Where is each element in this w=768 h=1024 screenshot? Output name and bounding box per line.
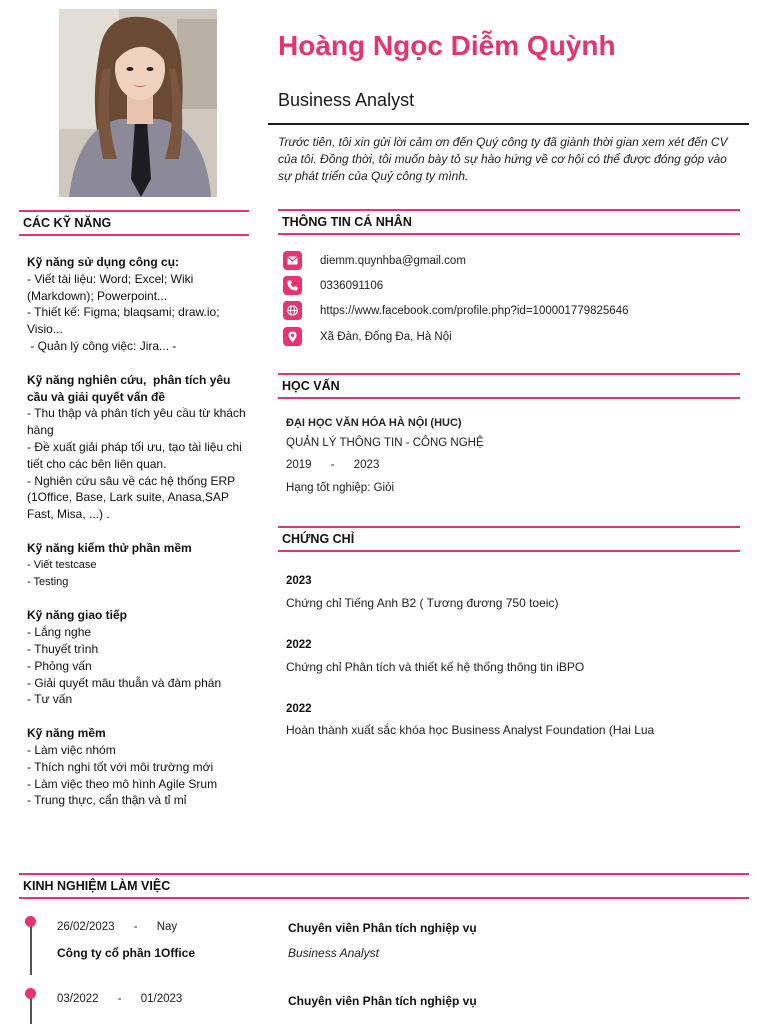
- skill-line: - Tư vấn: [27, 692, 73, 707]
- certificates-heading: CHỨNG CHỈ: [278, 526, 740, 552]
- education-period: 2019 - 2023: [286, 459, 380, 471]
- timeline-dot: [25, 988, 36, 999]
- title-divider: [268, 123, 749, 125]
- profile-photo: [59, 9, 217, 197]
- contact-website: [283, 301, 743, 320]
- education-heading: HỌC VẤN: [278, 373, 740, 399]
- skill-line: - Viết testcase: [27, 558, 97, 571]
- phone-text[interactable]: 0336091106: [320, 279, 384, 292]
- skill-group-testing: [27, 540, 249, 590]
- contact-email: [283, 251, 743, 270]
- certificate-name: Chứng chỉ Tiếng Anh B2 ( Tương đương 750 toeic): [286, 596, 559, 610]
- email-icon: [283, 251, 302, 270]
- education-school: ĐẠI HỌC VĂN HÓA HÀ NỘI (HUC): [286, 417, 462, 429]
- skill-group-tools: [27, 254, 249, 355]
- experience-role: Chuyên viên Phân tích nghiệp vụ: [288, 921, 477, 935]
- skill-line: - Thích nghi tốt với môi trường mới: [27, 759, 214, 774]
- skill-line: - Làm việc theo mô hình Agile Srum: [27, 776, 218, 791]
- skill-line: - Thu thập và phân tích yêu cầu từ khách hàng: [27, 406, 246, 438]
- skill-group-title: Kỹ năng kiểm thử phần mềm: [27, 540, 192, 555]
- skill-group-title: Kỹ năng giao tiếp: [27, 608, 128, 623]
- globe-icon: [283, 301, 302, 320]
- personal-info-heading: THÔNG TIN CÁ NHÂN: [278, 209, 740, 235]
- skill-line: - Thuyết trình: [27, 641, 99, 656]
- certificate-year: 2022: [286, 703, 312, 715]
- skills-list: [27, 254, 249, 826]
- skill-group-communication: [27, 607, 249, 708]
- skill-line: - Lắng nghe: [27, 625, 92, 640]
- skill-group-title: Kỹ năng mềm: [27, 726, 106, 741]
- intro-text: Trước tiên, tôi xin gửi lời cảm ơn đến Quý công ty đã giành thời gian xem xét đến CV của tôi. Đồng thời, tôi muốn bày tỏ sự hào hứng về cơ hội có thể được đóng góp vào sự phát triển của Quý công ty mình.: [278, 135, 728, 183]
- skill-line: - Đề xuất giải pháp tối ưu, tạo tài liệu chi tiết cho các bên liên quan.: [27, 439, 242, 471]
- skill-group-title: Kỹ năng nghiên cứu, phân tích yêu cầu và giải quyết vấn đề: [27, 372, 234, 404]
- skill-group-research: [27, 372, 249, 523]
- skill-line: - Thiết kế: Figma; blaqsami; draw.io; Visio...: [27, 305, 220, 337]
- certificate-year: 2022: [286, 639, 312, 651]
- contact-phone: [283, 276, 743, 295]
- website-link[interactable]: https://www.facebook.com/profile.php?id=100001779825646: [320, 304, 629, 317]
- address-text: Xã Đàn, Đống Đa, Hà Nội: [320, 330, 452, 343]
- skill-line: - Giải quyết mâu thuẫn và đàm phán: [27, 675, 222, 690]
- education-grade: Hạng tốt nghiệp: Giỏi: [286, 482, 395, 494]
- timeline-line: [30, 925, 32, 975]
- education-major: QUẢN LÝ THÔNG TIN - CÔNG NGHỆ: [286, 437, 484, 449]
- experience-period: 26/02/2023 - Nay: [57, 921, 178, 933]
- timeline-dot: [25, 916, 36, 927]
- certificate-year: 2023: [286, 575, 312, 587]
- experience-company: Công ty cổ phần 1Office: [57, 946, 196, 960]
- skill-line: - Testing: [27, 575, 69, 588]
- skill-line: - Phỏng vấn: [27, 658, 92, 673]
- phone-icon: [283, 276, 302, 295]
- skill-group-title: Kỹ năng sử dụng công cụ:: [27, 255, 180, 269]
- skills-heading: CÁC KỸ NĂNG: [19, 210, 249, 236]
- skill-line: - Làm việc nhóm: [27, 742, 116, 757]
- experience-subtitle: Business Analyst: [288, 946, 379, 960]
- job-title: Business Analyst: [278, 90, 415, 110]
- skill-line: - Quản lý công việc: Jira... -: [27, 338, 177, 353]
- email-text[interactable]: diemm.quynhba@gmail.com: [320, 254, 466, 267]
- certificate-name: Chứng chỉ Phân tích và thiết kế hệ thống thông tin iBPO: [286, 660, 585, 674]
- candidate-name: Hoàng Ngọc Diễm Quỳnh: [278, 30, 616, 61]
- experience-period: 03/2022 - 01/2023: [57, 993, 183, 1005]
- location-pin-icon: [283, 327, 302, 346]
- experience-role: Chuyên viên Phân tích nghiệp vụ: [288, 994, 477, 1008]
- contact-address: [283, 327, 743, 346]
- skill-line: - Viết tài liệu: Word; Excel; Wiki (Markdown); Powerpoint...: [27, 271, 194, 303]
- skill-group-soft: [27, 725, 249, 809]
- experience-heading: KINH NGHIỆM LÀM VIỆC: [19, 873, 749, 899]
- certificate-name: Hoàn thành xuất sắc khóa học Business Analyst Foundation (Hai Lua: [286, 723, 655, 737]
- skill-line: - Trung thực, cẩn thận và tỉ mỉ: [27, 793, 187, 808]
- timeline-line: [30, 996, 32, 1024]
- skill-line: - Nghiên cứu sâu về các hệ thống ERP (1Office, Base, Lark suite, Anasa,SAP Fast, Misa, ...) .: [27, 473, 235, 522]
